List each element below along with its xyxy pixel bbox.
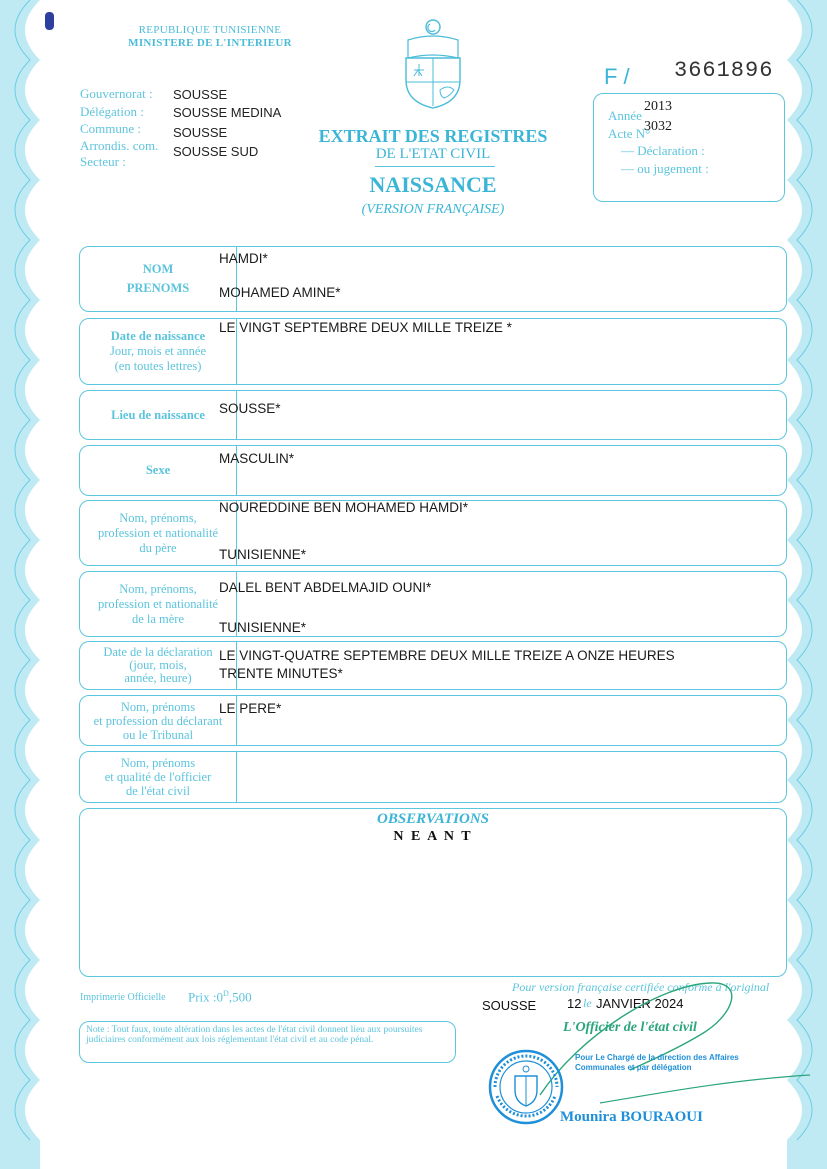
pere-label-line3: du père — [139, 540, 177, 555]
declarant-label-line3: ou le Tribunal — [122, 727, 194, 742]
title-underline — [375, 166, 495, 167]
lieu-naissance-label — [80, 391, 236, 439]
arrondissement-value: SOUSSE SUD — [173, 144, 259, 159]
issue-city: SOUSSE — [482, 998, 537, 1013]
row-mere — [79, 571, 787, 637]
official-stamp-seal — [487, 1048, 565, 1126]
pere-label-line1: Nom, prénoms, — [119, 510, 197, 525]
officier-label-line1: Nom, prénoms — [120, 756, 196, 770]
sexe-label-text: Sexe — [145, 463, 171, 477]
gouvernorat-label: Gouvernorat : — [80, 86, 153, 101]
stamp-line-2: Communales et par délégation — [575, 1063, 692, 1072]
stamp-line-1: Pour Le Chargé de la direction des Affaires — [575, 1053, 739, 1062]
pere-label-line2: profession et nationalité — [97, 525, 219, 540]
serial-number: 3661896 — [674, 58, 774, 83]
certification-text: Pour version française certifiée conforme à l'original — [512, 980, 770, 994]
row-sexe — [79, 445, 787, 496]
row-date-declaration — [79, 641, 787, 690]
document-type: NAISSANCE — [369, 172, 497, 197]
row-divider — [236, 752, 237, 802]
nom-value: HAMDI* — [219, 251, 268, 266]
annee-label: Année — [608, 108, 642, 123]
acte-box — [593, 93, 785, 202]
gouvernorat-value: SOUSSE — [173, 87, 228, 102]
date-declaration-label-line1: Date de la déclaration — [103, 645, 213, 659]
date-naissance-label — [80, 319, 236, 384]
version-label: (VERSION FRANÇAISE) — [361, 202, 505, 217]
guilloche-border-left — [0, 0, 40, 1169]
annee-value: 2013 — [644, 99, 672, 114]
date-declaration-label — [80, 642, 236, 689]
declaration-label: — Déclaration : — [621, 143, 705, 158]
prenoms-label: PRENOMS — [126, 281, 190, 295]
imprimerie-label: Imprimerie Officielle — [80, 992, 166, 1003]
prix-end: ,500 — [228, 989, 252, 1005]
sexe-label — [80, 446, 236, 495]
date-naissance-label-line1: Date de naissance — [110, 329, 206, 343]
prix-text: Prix :0 — [188, 989, 224, 1005]
row-nom-prenoms — [79, 246, 787, 312]
officier-label-line2: et qualité de l'officier — [104, 770, 212, 784]
pere-name-value: NOUREDDINE BEN MOHAMED HAMDI* — [219, 500, 469, 515]
signature-scribble — [520, 975, 820, 1115]
secteur-label: Secteur : — [80, 154, 126, 169]
coat-of-arms-emblem — [400, 18, 466, 110]
date-declaration-value-line2: TRENTE MINUTES* — [219, 666, 343, 681]
nom-prenoms-label — [80, 247, 236, 311]
mere-label — [80, 572, 236, 636]
pere-nationality-value: TUNISIENNE* — [219, 547, 307, 562]
prix-sup: D — [223, 989, 229, 998]
declarant-label-line1: Nom, prénoms — [120, 699, 196, 714]
row-officier — [79, 751, 787, 803]
ministry-heading: MINISTERE DE L'INTERIEUR — [128, 37, 292, 49]
sexe-value: MASCULIN* — [219, 451, 295, 466]
mere-label-line1: Nom, prénoms, — [119, 581, 197, 596]
declarant-label — [80, 696, 236, 745]
date-naissance-label-line3: (en toutes lettres) — [114, 359, 202, 373]
date-declaration-label-line2: (jour, mois, — [129, 658, 187, 672]
acte-label: Acte N° — [608, 126, 651, 141]
observations-box — [79, 808, 787, 977]
acte-value: 3032 — [644, 119, 672, 134]
officier-title: L'Officier de l'état civil — [563, 1020, 697, 1035]
observations-value: N E A N T — [393, 829, 473, 844]
serial-prefix: F / — [604, 64, 630, 89]
declarant-label-line2: et profession du déclarant — [93, 713, 223, 728]
row-declarant — [79, 695, 787, 746]
officier-label — [80, 752, 236, 802]
prix-label — [188, 989, 252, 1005]
officier-label-line3: de l'état civil — [125, 784, 191, 798]
observations-label: OBSERVATIONS — [377, 811, 489, 827]
row-lieu-naissance — [79, 390, 787, 440]
date-declaration-label-line3: année, heure) — [124, 671, 192, 685]
date-declaration-value-line1: LE VINGT-QUATRE SEPTEMBRE DEUX MILLE TREIZE A ONZE HEURES — [219, 648, 675, 663]
row-pere — [79, 500, 787, 566]
commune-label: Commune : — [80, 121, 142, 136]
pere-label — [80, 501, 236, 565]
jugement-label: — ou jugement : — [621, 161, 709, 176]
date-naissance-value: LE VINGT SEPTEMBRE DEUX MILLE TREIZE * — [219, 320, 512, 335]
mere-nationality-value: TUNISIENNE* — [219, 620, 307, 635]
issue-le-word: le — [583, 996, 592, 1010]
prenoms-value: MOHAMED AMINE* — [219, 285, 341, 300]
legal-note-box — [79, 1021, 456, 1063]
mere-label-line2: profession et nationalité — [97, 596, 219, 611]
delegation-value: SOUSSE MEDINA — [173, 105, 282, 120]
issue-date: JANVIER 2024 — [596, 996, 684, 1011]
legal-note-text: Note : Tout faux, toute altération dans les actes de l'état civil donnent lieu aux poursuites judiciaires conformément aux lois réglementant l'état civil et au code pénal. — [86, 1025, 423, 1045]
declarant-value: LE PERE* — [219, 701, 282, 716]
date-naissance-label-line2: Jour, mois et année — [109, 344, 206, 358]
lieu-naissance-value: SOUSSE* — [219, 401, 281, 416]
republic-heading: REPUBLIQUE TUNISIENNE — [138, 24, 282, 36]
commune-value: SOUSSE — [173, 125, 228, 140]
delegation-label: Délégation : — [80, 104, 144, 119]
ink-mark — [45, 12, 54, 30]
mere-label-line3: de la mère — [131, 611, 185, 626]
document-title: EXTRAIT DES REGISTRES — [318, 126, 548, 146]
row-date-naissance — [79, 318, 787, 385]
issue-day: 12 — [567, 996, 582, 1011]
document-subtitle: DE L'ETAT CIVIL — [375, 146, 491, 162]
lieu-naissance-label-text: Lieu de naissance — [111, 407, 205, 422]
arrondissement-label: Arrondis. com. — [80, 138, 159, 153]
signatory-name: Mounira BOURAOUI — [560, 1109, 703, 1125]
mere-name-value: DALEL BENT ABDELMAJID OUNI* — [219, 580, 432, 595]
nom-label: NOM — [142, 262, 174, 276]
